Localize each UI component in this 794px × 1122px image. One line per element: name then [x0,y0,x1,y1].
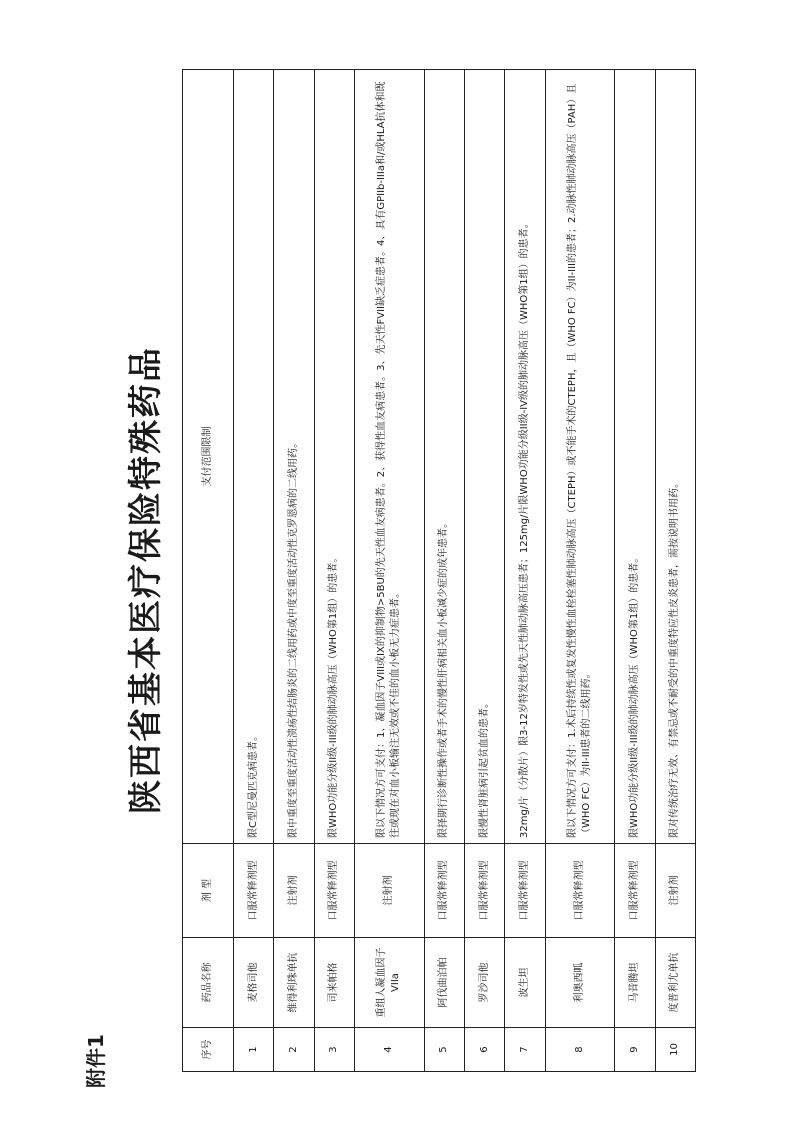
row-no: 10 [655,1028,695,1072]
row-form: 口服常释剂型 [505,844,545,938]
table-row [354,70,424,1072]
row-name: 罗沙司他 [464,938,504,1028]
row-limit: 限中重度至重度活动性溃疡性结肠炎的二线用药或中度至重度活动性克罗恩病的二线用药。 [274,70,314,844]
table-header-row [183,70,234,1072]
row-name: 维得利珠单抗 [274,938,314,1028]
document-title: 陕西省基本医疗保险特殊药品 [126,346,166,814]
rotated-content [78,70,718,1090]
row-no: 5 [424,1028,464,1072]
row-form: 口服常释剂型 [314,844,354,938]
row-no: 1 [234,1028,274,1072]
row-no: 9 [615,1028,655,1072]
row-no: 2 [274,1028,314,1072]
table-row [505,70,545,1072]
header-no: 序号 [183,1028,234,1072]
attachment-label: 附件1 [84,1034,108,1088]
table-row [655,70,695,1072]
row-form: 注射剂 [655,844,695,938]
row-limit: 限WHO功能分级II级-III级的肺动脉高压（WHO第1组）的患者。 [615,70,655,844]
row-limit: 限以下情况方可支付：1、凝血因子VIII或IX的抑制物>5BU的先天性血友病患者。2、获得性血友病患者。3、先天性FVII缺乏症患者。4、具有GPIIb-IIIa和/或HLA抗体和既往或现在对血小板输注无效或不佳的血小板无力症患者。 [354,70,424,844]
row-limit: 限以下情况方可支付：1.术后持续性或复发性慢性血栓栓塞性肺动脉高压（CTEPH）或不能手术的CTEPH，且（WHO FC）为II-III的患者；2.动脉性肺动脉高压（PAH）且（WHO FC）为II-III患者的二线用药。 [545,70,615,844]
row-name: 波生坦 [505,938,545,1028]
table-row [234,70,274,1072]
row-form: 注射剂 [354,844,424,938]
row-limit: 限慢性肾脏病引起贫血的患者。 [464,70,504,844]
row-name: 司来帕格 [314,938,354,1028]
row-no: 3 [314,1028,354,1072]
row-no: 6 [464,1028,504,1072]
row-limit: 32mg/片（分散片）限3-12岁特发性或先天性肺动脉高压患者；125mg/片限WHO功能分级II级-IV级的肺动脉高压（WHO第1组）的患者。 [505,70,545,844]
table-row [545,70,615,1072]
row-no: 8 [545,1028,615,1072]
row-limit: 限对传统治疗无效、有禁忌或不耐受的中重度特应性皮炎患者，需按说明书用药。 [655,70,695,844]
row-limit: 限择期行诊断性操作或者手术的慢性肝病相关血小板减少症的成年患者。 [424,70,464,844]
table-row [314,70,354,1072]
drug-table [182,69,696,1072]
table-row [274,70,314,1072]
row-limit: 限C型尼曼匹克病患者。 [234,70,274,844]
row-form: 口服常释剂型 [545,844,615,938]
header-form: 剂 型 [183,844,234,938]
header-name: 药品名称 [183,938,234,1028]
row-name: 度普利尤单抗 [655,938,695,1028]
row-form: 注射剂 [274,844,314,938]
row-form: 口服常释剂型 [464,844,504,938]
row-name: 阿伐曲泊帕 [424,938,464,1028]
table-row [464,70,504,1072]
row-name: 重组人凝血因子VIIa [354,938,424,1028]
row-name: 利奥西呱 [545,938,615,1028]
row-limit: 限WHO功能分级II级-III级的肺动脉高压（WHO第1组）的患者。 [314,70,354,844]
row-no: 7 [505,1028,545,1072]
row-form: 口服常释剂型 [234,844,274,938]
table-row [615,70,655,1072]
row-name: 马昔腾坦 [615,938,655,1028]
header-limit: 支付范围限制 [183,70,234,844]
row-form: 口服常释剂型 [424,844,464,938]
table-row [424,70,464,1072]
row-form: 口服常释剂型 [615,844,655,938]
row-no: 4 [354,1028,424,1072]
row-name: 麦格司他 [234,938,274,1028]
